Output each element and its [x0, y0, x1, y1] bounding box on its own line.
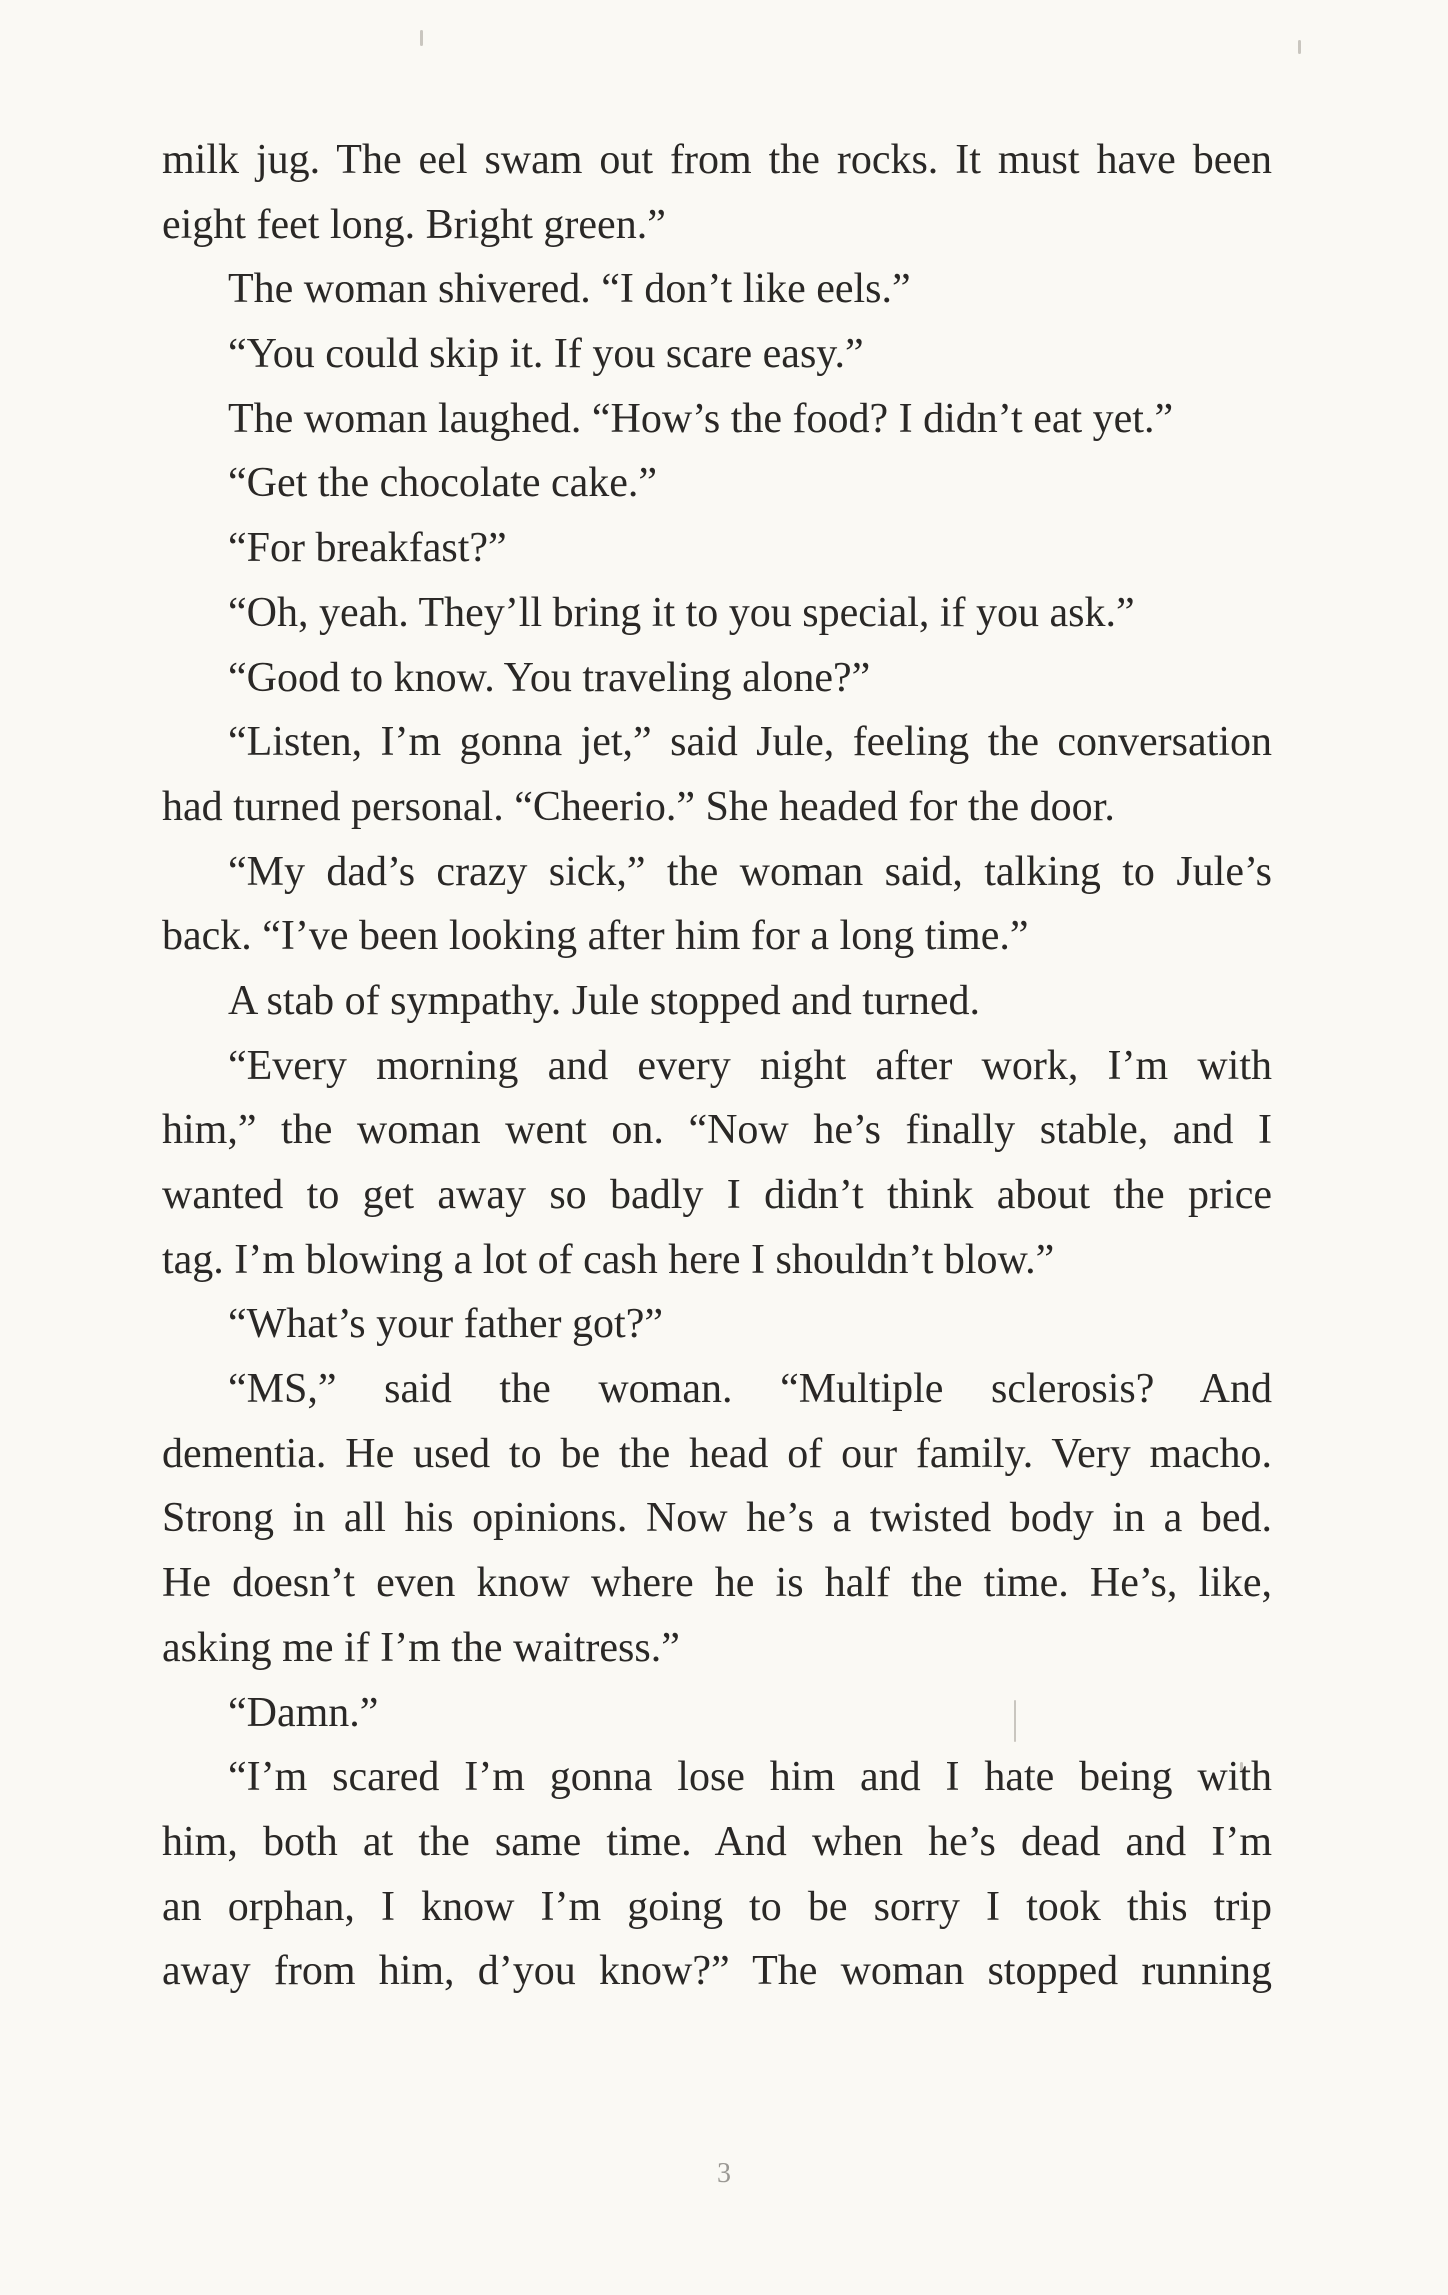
text-line: an orphan, I know I’m going to be sorry I took this trip	[162, 1883, 1272, 1930]
text-line: “For breakfast?”	[228, 525, 507, 572]
text-line: “Listen, I’m gonna jet,” said Jule, feeling the conversation	[228, 719, 1272, 766]
scan-speck	[420, 30, 423, 46]
text-line: “What’s your father got?”	[228, 1301, 663, 1348]
text-line: him, both at the same time. And when he’s dead and I’m	[162, 1818, 1272, 1865]
text-line: eight feet long. Bright green.”	[162, 201, 666, 248]
scan-speck	[1298, 40, 1301, 54]
text-line: “Get the chocolate cake.”	[228, 460, 658, 507]
text-line: “You could skip it. If you scare easy.”	[228, 331, 864, 378]
text-line: milk jug. The eel swam out from the rocks. It must have been	[162, 137, 1272, 183]
text-line: Strong in all his opinions. Now he’s a twisted body in a bed.	[162, 1495, 1272, 1542]
text-line: “My dad’s crazy sick,” the woman said, talking to Jule’s	[228, 848, 1272, 895]
text-line: had turned personal. “Cheerio.” She headed for the door.	[162, 783, 1115, 830]
text-line: him,” the woman went on. “Now he’s finally stable, and I	[162, 1107, 1272, 1154]
text-line: “Every morning and every night after work, I’m with	[228, 1042, 1272, 1089]
text-line: He doesn’t even know where he is half the time. He’s, like,	[162, 1560, 1272, 1607]
text-line: asking me if I’m the waitress.”	[162, 1624, 680, 1671]
text-line: “MS,” said the woman. “Multiple sclerosis? And	[228, 1366, 1272, 1413]
text-line: “Oh, yeah. They’ll bring it to you special, if you ask.”	[228, 589, 1135, 636]
text-line: The woman laughed. “How’s the food? I didn’t eat yet.”	[228, 395, 1174, 442]
page-number: 3	[717, 2158, 731, 2189]
text-line: “I’m scared I’m gonna lose him and I hate being with	[228, 1754, 1272, 1801]
text-line: “Good to know. You traveling alone?”	[228, 654, 871, 701]
text-line: “Damn.”	[228, 1689, 379, 1736]
text-line: wanted to get away so badly I didn’t think about the price	[162, 1172, 1272, 1218]
text-line: tag. I’m blowing a lot of cash here I shouldn’t blow.”	[162, 1236, 1055, 1283]
body-text	[162, 128, 1272, 2004]
text-line: The woman shivered. “I don’t like eels.”	[228, 266, 911, 313]
text-line: dementia. He used to be the head of our family. Very macho.	[162, 1430, 1272, 1477]
text-line: A stab of sympathy. Jule stopped and turned.	[228, 977, 981, 1024]
text-line: back. “I’ve been looking after him for a long time.”	[162, 913, 1029, 960]
text-line: away from him, d’you know?” The woman stopped running	[162, 1948, 1272, 1995]
